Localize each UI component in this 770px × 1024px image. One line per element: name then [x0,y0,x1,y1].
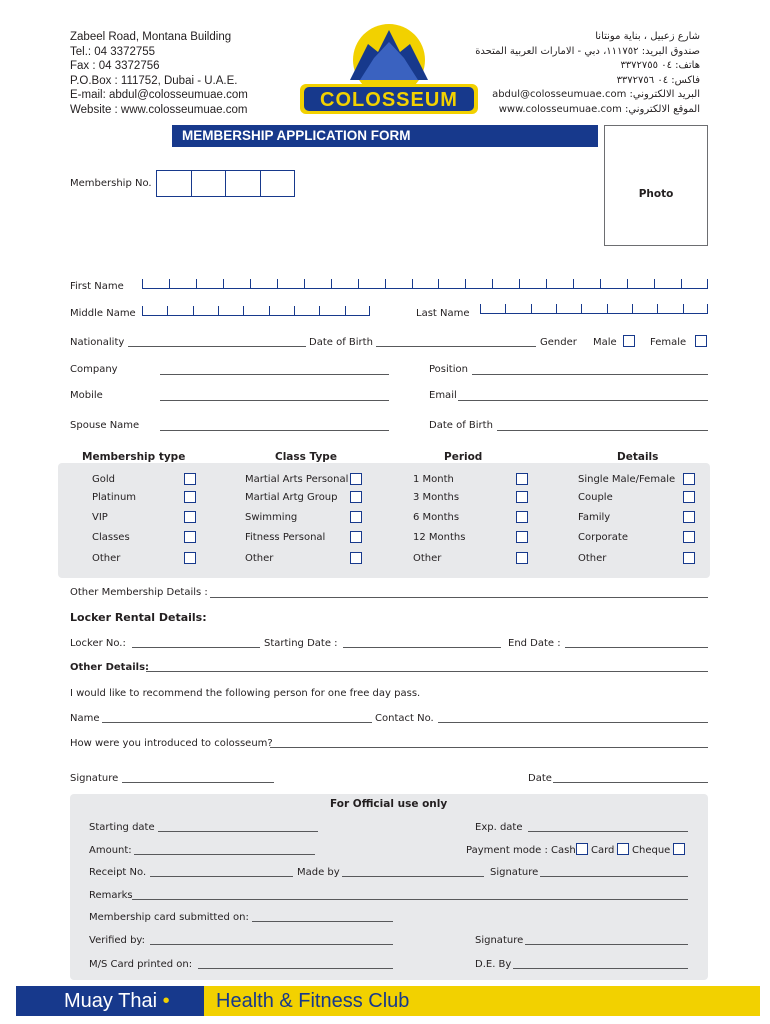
class-option-checkbox[interactable] [350,552,362,564]
position-label: Position [429,364,468,375]
cheque-checkbox[interactable] [673,843,685,855]
remarks-label: Remarks [89,890,133,901]
locker-end-label: End Date : [508,638,561,649]
details-option-label: Corporate [578,532,628,543]
class-option-label: Swimming [245,512,298,523]
membership-option-checkbox[interactable] [184,491,196,503]
cheque-label: Cheque [632,845,671,856]
receipt-label: Receipt No. [89,867,147,878]
locker-end-field[interactable] [565,647,708,648]
spouse-field[interactable] [160,430,389,431]
made-by-label: Made by [297,867,340,878]
verified-label: Verified by: [89,935,145,946]
other-membership-field[interactable] [210,597,708,598]
company-field[interactable] [160,374,389,375]
date-field[interactable] [553,782,708,783]
details-option-checkbox[interactable] [683,552,695,564]
details-option-label: Single Male/Female [578,474,676,485]
membership-option-label: Other [92,553,121,564]
mobile-label: Mobile [70,390,103,401]
official-exp-date-field[interactable] [528,831,688,832]
details-option-label: Family [578,512,611,523]
fax-line: Fax : 04 3372756 [70,60,160,72]
details-option-checkbox[interactable] [683,531,695,543]
first-name-label: First Name [70,281,124,292]
other-details-label: Other Details: [70,662,150,673]
website-line: Website : www.colosseumuae.com [70,103,248,116]
last-name-field[interactable] [480,304,708,314]
cash-checkbox[interactable] [576,843,588,855]
pobox-line-ar: صندوق البريد: ١١١٧٥٢، دبي - الامارات العربية المتحدة [475,45,700,57]
recommend-contact-field[interactable] [438,722,708,723]
fax-line-ar: فاكس: ٠٤ ٣٣٧٢٧٥٦ [616,74,700,86]
website-line-ar: الموقع الالكتروني: www.colosseumuae.com [498,103,700,115]
card-submitted-label: Membership card submitted on: [89,912,249,923]
membership-option-checkbox[interactable] [184,552,196,564]
mobile-field[interactable] [160,400,389,401]
nationality-label: Nationality [70,337,125,348]
class-option-checkbox[interactable] [350,473,362,485]
official-signature-field[interactable] [540,876,688,877]
membership-no-label: Membership No. [70,178,152,189]
dob-label: Date of Birth [309,337,373,348]
photo-box[interactable] [604,125,708,246]
form-title: MEMBERSHIP APPLICATION FORM [172,125,598,147]
de-by-label: D.E. By [475,959,512,970]
official-signature2-field[interactable] [525,944,688,945]
female-label: Female [650,337,687,348]
dob-field[interactable] [376,346,536,347]
period-option-label: 3 Months [413,492,460,503]
middle-name-field[interactable] [142,306,370,316]
membership-option-checkbox[interactable] [184,473,196,485]
footer-health-fitness: Health & Fitness Club [216,990,410,1012]
period-option-checkbox[interactable] [516,552,528,564]
header-contact-ar [475,30,700,117]
official-header: For Official use only [330,798,448,810]
de-by-field[interactable] [513,968,688,969]
official-use-panel [70,794,708,980]
details-header: Details [617,451,659,463]
address-line-ar: شارع زعبيل ، بناية مونتانا [595,31,700,42]
introduced-field[interactable] [270,747,708,748]
middle-name-label: Middle Name [70,308,136,319]
colosseum-logo [298,22,480,118]
period-option-label: Other [413,553,442,564]
locker-start-field[interactable] [343,647,501,648]
class-option-label: Other [245,553,274,564]
recommend-name-label: Name [70,713,100,724]
period-option-checkbox[interactable] [516,531,528,543]
signature-field[interactable] [122,782,274,783]
details-option-checkbox[interactable] [683,511,695,523]
official-starting-date-field[interactable] [158,831,318,832]
period-option-label: 1 Month [413,474,454,485]
nationality-field[interactable] [128,346,306,347]
details-option-label: Other [578,553,607,564]
other-membership-label: Other Membership Details : [70,587,208,598]
header-contact-en [70,30,248,117]
date-label: Date [528,773,552,784]
recommend-name-field[interactable] [102,722,372,723]
official-amount-field[interactable] [134,854,315,855]
card-submitted-field[interactable] [252,921,393,922]
photo-label: Photo [638,188,674,200]
introduced-label: How were you introduced to colosseum? [70,738,273,749]
payment-mode-label: Payment mode : Cash [466,845,576,856]
period-header: Period [444,451,483,463]
membership-option-label: Gold [92,474,115,485]
class-option-checkbox[interactable] [350,491,362,503]
official-amount-label: Amount: [89,845,132,856]
official-exp-date-label: Exp. date [475,822,523,833]
male-label: Male [593,337,617,348]
period-option-checkbox[interactable] [516,491,528,503]
details-option-checkbox[interactable] [683,473,695,485]
class-option-label: Martial Artg Group [245,492,338,503]
membership-option-label: VIP [92,512,108,523]
tel-line-ar: هاتف: ٠٤ ٣٣٧٢٧٥٥ [620,60,700,71]
membership-option-checkbox[interactable] [184,531,196,543]
address-line: Zabeel Road, Montana Building [70,31,232,43]
card-checkbox[interactable] [617,843,629,855]
logo-wordmark: COLOSSEUM [320,89,458,111]
official-signature-label: Signature [490,867,539,878]
company-label: Company [70,364,118,375]
email-line: E-mail: abdul@colosseumuae.com [70,89,248,101]
recommend-contact-label: Contact No. [375,713,434,724]
spouse-label: Spouse Name [70,420,140,431]
signature-label: Signature [70,773,119,784]
official-starting-date-label: Starting date [89,822,155,833]
period-option-checkbox[interactable] [516,511,528,523]
male-checkbox[interactable] [623,335,635,347]
membership-option-label: Platinum [92,492,137,503]
ms-card-field[interactable] [198,968,393,969]
remarks-field[interactable] [132,899,688,900]
locker-no-label: Locker No.: [70,638,126,649]
period-option-checkbox[interactable] [516,473,528,485]
class-option-checkbox[interactable] [350,531,362,543]
class-option-label: Fitness Personal [245,532,326,543]
email-field[interactable] [458,400,708,401]
other-details-field[interactable] [146,671,708,672]
class-option-checkbox[interactable] [350,511,362,523]
footer-bar [16,986,760,1016]
card-label: Card [591,845,615,856]
tel-line: Tel.: 04 3372755 [70,45,156,58]
made-by-field[interactable] [342,876,484,877]
class-type-header: Class Type [275,451,337,463]
spouse-dob-field[interactable] [497,430,708,431]
ms-card-label: M/S Card printed on: [89,959,193,970]
female-checkbox[interactable] [695,335,707,347]
first-name-field[interactable] [142,279,708,289]
verified-field[interactable] [150,944,393,945]
details-option-label: Couple [578,492,613,503]
class-option-label: Martial Arts Personal [245,474,349,485]
membership-option-checkbox[interactable] [184,511,196,523]
locker-header: Locker Rental Details: [70,611,207,624]
gender-label: Gender [540,337,577,348]
email-label: Email [429,390,457,401]
official-signature2-label: Signature [475,935,524,946]
period-option-label: 6 Months [413,512,460,523]
position-field[interactable] [472,374,708,375]
email-line-ar: البريد الالكتروني: abdul@colosseumuae.com [492,89,700,100]
last-name-label: Last Name [416,308,470,319]
recommend-text: I would like to recommend the following person for one free day pass. [70,688,421,699]
locker-start-label: Starting Date : [264,638,338,649]
spouse-dob-label: Date of Birth [429,420,493,431]
pobox-line: P.O.Box : 111752, Dubai - U.A.E. [70,74,238,87]
footer-muay-thai: Muay Thai • [16,986,204,1016]
period-option-label: 12 Months [413,532,466,543]
membership-type-header: Membership type [82,451,186,463]
details-option-checkbox[interactable] [683,491,695,503]
receipt-field[interactable] [150,876,293,877]
membership-no-field[interactable] [156,170,294,197]
membership-option-label: Classes [92,532,130,543]
locker-no-field[interactable] [132,647,260,648]
